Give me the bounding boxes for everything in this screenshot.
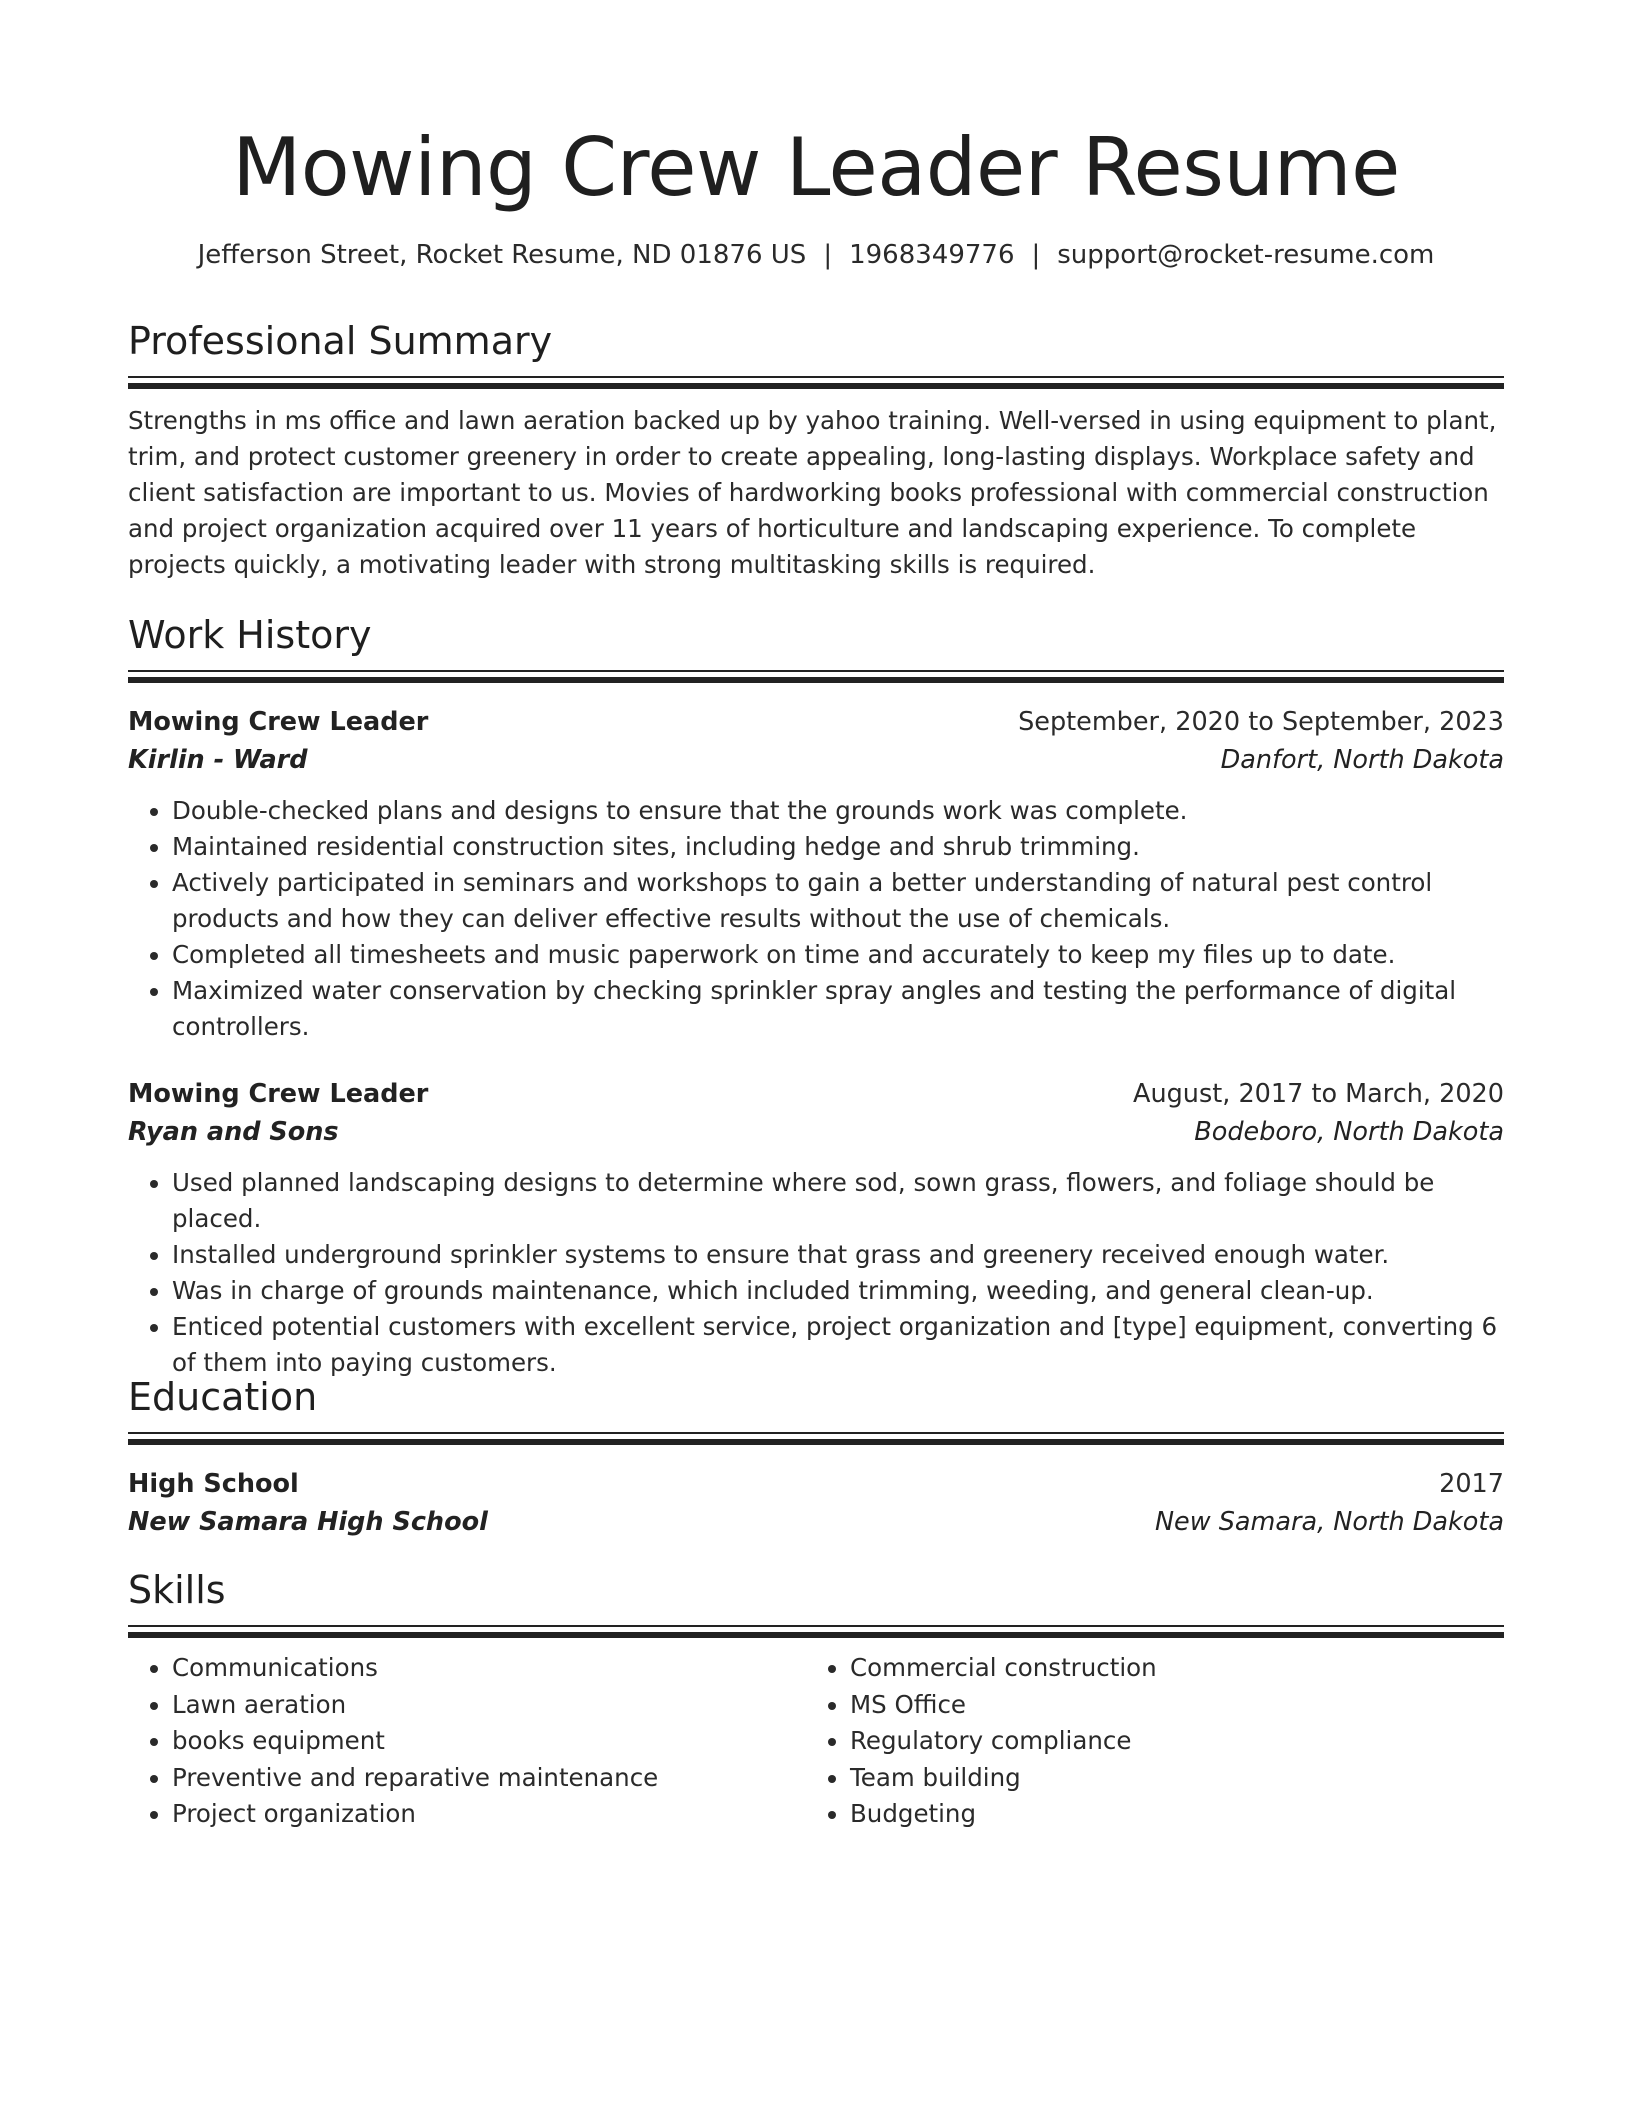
job-location: Danfort, North Dakota — [1220, 745, 1504, 775]
list-item: • Enticed potential customers with excellent service, project organization and [type] equipment, converting 6 of them into paying customers. — [172, 1309, 1504, 1381]
education-entry — [128, 1465, 1504, 1541]
section-divider — [128, 670, 1504, 683]
section-title-summary: Professional Summary — [128, 319, 553, 363]
contact-phone: 1968349776 — [849, 240, 1015, 270]
summary-section — [128, 316, 1504, 583]
skill-item: • Budgeting — [850, 1796, 1484, 1833]
work-history-section — [128, 610, 1504, 1381]
education-school: New Samara High School — [128, 1507, 488, 1537]
contact-line — [0, 237, 1632, 273]
list-item: • Installed underground sprinkler systems to ensure that grass and greenery received enough water. — [172, 1237, 1504, 1273]
section-divider — [128, 376, 1504, 389]
skills-section — [128, 1565, 1504, 1833]
list-item: • Maintained residential construction sites, including hedge and shrub trimming. — [172, 829, 1504, 865]
contact-separator: | — [823, 240, 833, 270]
list-item: • Double-checked plans and designs to ensure that the grounds work was complete. — [172, 793, 1504, 829]
list-item: • Maximized water conservation by checking sprinkler spray angles and testing the performance of digital controllers. — [172, 973, 1504, 1045]
resume-title: Mowing Crew Leader Resume — [232, 121, 1400, 214]
section-title-education: Education — [128, 1375, 318, 1419]
education-year: 2017 — [1439, 1469, 1504, 1499]
job-bullets — [128, 1165, 1504, 1381]
list-item: • Was in charge of grounds maintenance, which included trimming, weeding, and general clean-up. — [172, 1273, 1504, 1309]
summary-text: Strengths in ms office and lawn aeration backed up by yahoo training. Well-versed in using equipment to plant, trim, and protect customer greenery in order to create appealing, long-lasting displays. Workplace safety and client satisfaction are important to us. Movies of hardworking books professional with commercial construction and project organization acquired over 11 years of horticulture and landscaping experience. To complete projects quickly, a motivating leader with strong multitasking skills is required. — [128, 406, 1497, 579]
education-degree: High School — [128, 1469, 299, 1499]
contact-address: Jefferson Street, Rocket Resume, ND 01876 US — [197, 240, 807, 270]
skill-item: • Lawn aeration — [172, 1687, 806, 1724]
skill-item: • books equipment — [172, 1723, 806, 1760]
job-company: Kirlin - Ward — [128, 745, 308, 775]
skill-item: • Team building — [850, 1760, 1484, 1797]
skill-item: • Commercial construction — [850, 1650, 1484, 1687]
job-dates: September, 2020 to September, 2023 — [1018, 707, 1504, 737]
education-section — [128, 1372, 1504, 1541]
contact-email: support@rocket-resume.com — [1057, 240, 1435, 270]
job-location: Bodeboro, North Dakota — [1194, 1117, 1504, 1147]
skills-columns — [128, 1650, 1504, 1833]
skill-item: • Communications — [172, 1650, 806, 1687]
job-dates: August, 2017 to March, 2020 — [1133, 1079, 1504, 1109]
list-item: • Used planned landscaping designs to determine where sod, sown grass, flowers, and foliage should be placed. — [172, 1165, 1504, 1237]
skill-item: • Preventive and reparative maintenance — [172, 1760, 806, 1797]
job-entry — [128, 1075, 1504, 1381]
section-title-skills: Skills — [128, 1568, 226, 1612]
contact-separator: | — [1031, 240, 1041, 270]
skill-item: • Project organization — [172, 1796, 806, 1833]
skill-item: • MS Office — [850, 1687, 1484, 1724]
skills-list-right — [806, 1650, 1484, 1833]
job-company: Ryan and Sons — [128, 1117, 339, 1147]
skills-list-left — [128, 1650, 806, 1833]
job-title: Mowing Crew Leader — [128, 1079, 429, 1109]
job-bullets — [128, 793, 1504, 1045]
job-title: Mowing Crew Leader — [128, 707, 429, 737]
section-title-work-history: Work History — [128, 613, 372, 657]
section-divider — [128, 1625, 1504, 1638]
skill-item: • Regulatory compliance — [850, 1723, 1484, 1760]
section-divider — [128, 1432, 1504, 1445]
job-entry — [128, 703, 1504, 1045]
list-item: • Completed all timesheets and music paperwork on time and accurately to keep my files up to date. — [172, 937, 1504, 973]
education-location: New Samara, North Dakota — [1154, 1507, 1504, 1537]
list-item: • Actively participated in seminars and workshops to gain a better understanding of natural pest control products and how they can deliver effective results without the use of chemicals. — [172, 865, 1504, 937]
